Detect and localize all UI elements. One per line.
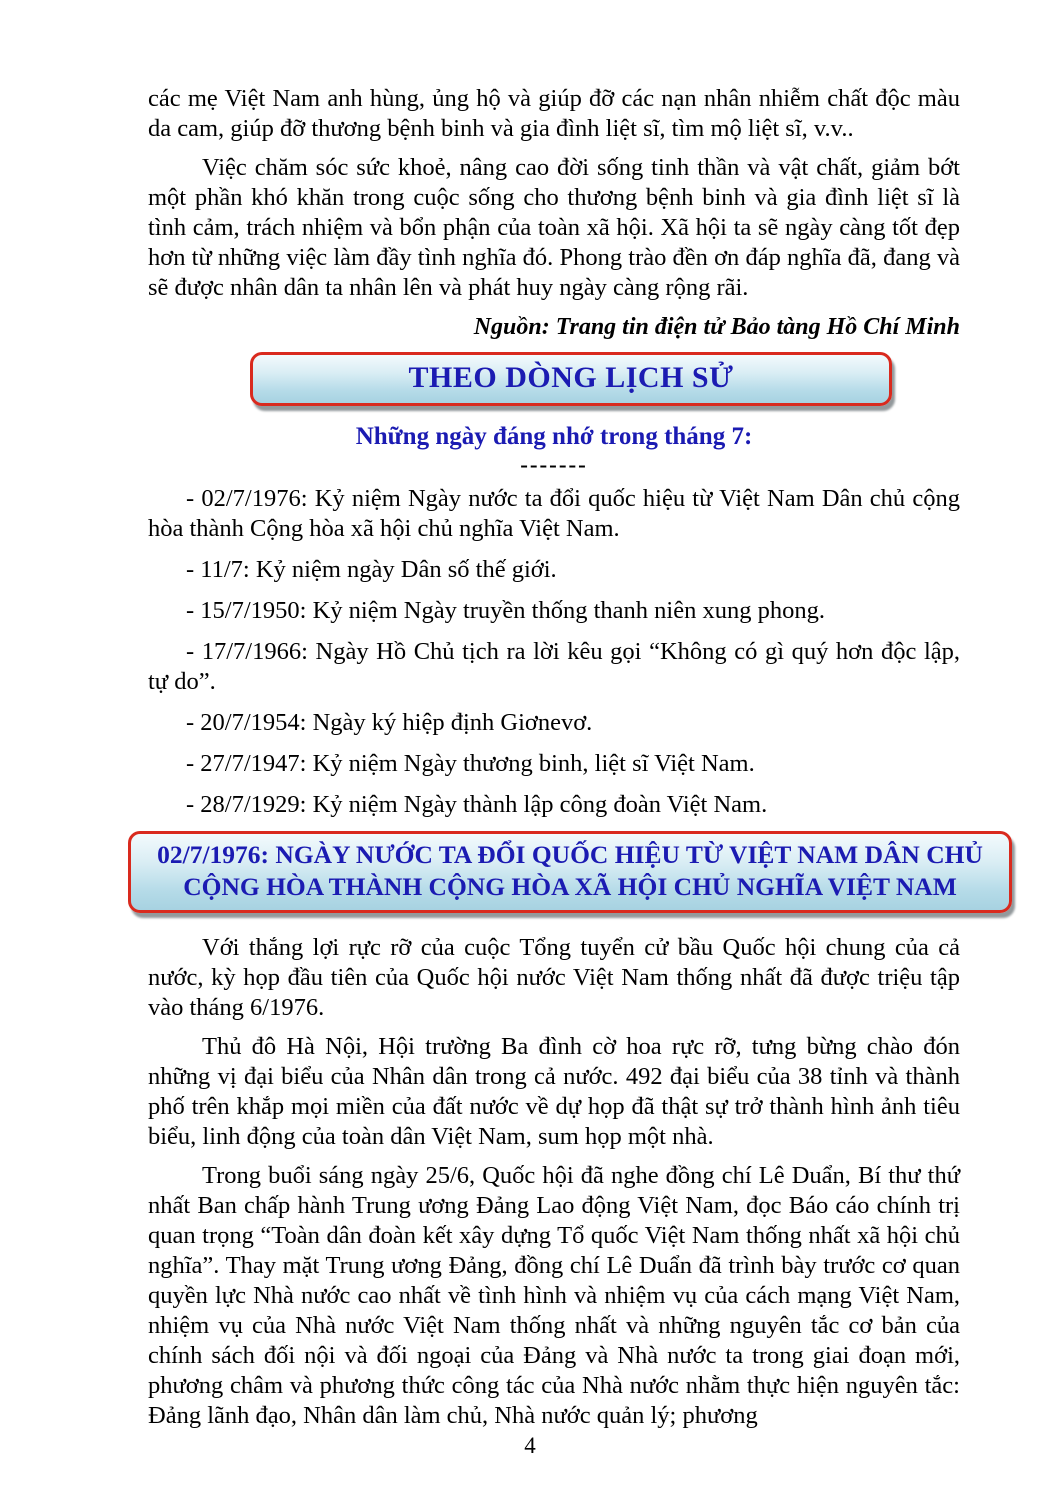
article-title-banner: 02/7/1976: NGÀY NƯỚC TA ĐỔI QUỐC HIỆU TỪ VIỆT NAM DÂN CHỦ CỘNG HÒA THÀNH CỘNG HÒA XÃ HỘI CHỦ NGHĨA VIỆT NAM (128, 831, 1012, 913)
intro-paragraph-continuation: các mẹ Việt Nam anh hùng, ủng hộ và giúp đỡ các nạn nhân nhiễm chất độc màu da cam, giúp đỡ thương bệnh binh và gia đình liệt sĩ, tìm mộ liệt sĩ, v.v.. (148, 85, 960, 142)
memorable-day-item: - 27/7/1947: Kỷ niệm Ngày thương binh, liệt sĩ Việt Nam. (186, 750, 755, 777)
page-content (148, 84, 983, 1440)
article-paragraph: Thủ đô Hà Nội, Hội trường Ba đình cờ hoa rực rỡ, tưng bừng chào đón những vị đại biểu của Nhân dân trong cả nước. 492 đại biểu của 38 tỉnh và thành phố trên khắp mọi miền của đất nước về dự họp đã thật sự trở thành hình ảnh tiêu biểu, linh động của toàn dân Việt Nam, sum họp một nhà. (148, 1033, 960, 1150)
memorable-day-item: - 02/7/1976: Kỷ niệm Ngày nước ta đổi quốc hiệu từ Việt Nam Dân chủ cộng hòa thành Cộng hòa xã hội chủ nghĩa Việt Nam. (148, 485, 960, 542)
article-paragraph: Với thắng lợi rực rỡ của cuộc Tổng tuyển cử bầu Quốc hội chung của cả nước, kỳ họp đầu tiên của Quốc hội nước Việt Nam thống nhất đã được triệu tập vào tháng 6/1976. (148, 934, 960, 1021)
source-attribution: Nguồn: Trang tin điện tử Bảo tàng Hồ Chí Minh (473, 314, 960, 340)
memorable-days-subtitle: Những ngày đáng nhớ trong tháng 7: (355, 423, 753, 450)
intro-paragraph-care: Việc chăm sóc sức khoẻ, nâng cao đời sống tinh thần và vật chất, giảm bớt một phần khó khăn trong cuộc sống cho thương bệnh binh và gia đình liệt sĩ là tình cảm, trách nhiệm và bổn phận của toàn xã hội. Xã hội ta sẽ ngày càng tốt đẹp hơn từ những việc làm đầy tình nghĩa đó. Phong trào đền ơn đáp nghĩa đã, đang và sẽ được nhân dân ta nhân lên và phát huy ngày càng rộng rãi. (148, 154, 960, 301)
article-paragraph: Trong buổi sáng ngày 25/6, Quốc hội đã nghe đồng chí Lê Duẩn, Bí thư thứ nhất Ban chấp hành Trung ương Đảng Lao động Việt Nam, đọc Báo cáo chính trị quan trọng “Toàn dân đoàn kết xây dựng Tổ quốc Việt Nam thống nhất xã hội chủ nghĩa”. Thay mặt Trung ương Đảng, đồng chí Lê Duẩn đã trình bày trước cơ quan quyền lực Nhà nước cao nhất về tình hình và nhiệm vụ của cách mạng Việt Nam, nhiệm vụ của Nhà nước Việt Nam thống nhất và những nguyên tắc cơ bản của chính sách đối nội và đối ngoại của Đảng và Nhà nước ta trong giai đoạn mới, phương châm và phương thức công tác của Nhà nước nhằm thực hiện nguyên tắc: Đảng lãnh đạo, Nhân dân làm chủ, Nhà nước quản lý; phương (148, 1162, 960, 1429)
memorable-day-item: - 11/7: Kỷ niệm ngày Dân số thế giới. (186, 556, 557, 583)
page-number: 4 (524, 1433, 536, 1458)
dash-divider: ------- (520, 452, 588, 477)
history-section-banner: THEO DÒNG LỊCH SỬ (250, 352, 892, 406)
memorable-day-item: - 28/7/1929: Kỷ niệm Ngày thành lập công đoàn Việt Nam. (186, 791, 768, 818)
memorable-day-item: - 17/7/1966: Ngày Hồ Chủ tịch ra lời kêu gọi “Không có gì quý hơn độc lập, tự do”. (148, 638, 960, 695)
memorable-day-item: - 15/7/1950: Kỷ niệm Ngày truyền thống thanh niên xung phong. (186, 597, 825, 624)
memorable-day-item: - 20/7/1954: Ngày ký hiệp định Giơnevơ. (186, 709, 593, 736)
